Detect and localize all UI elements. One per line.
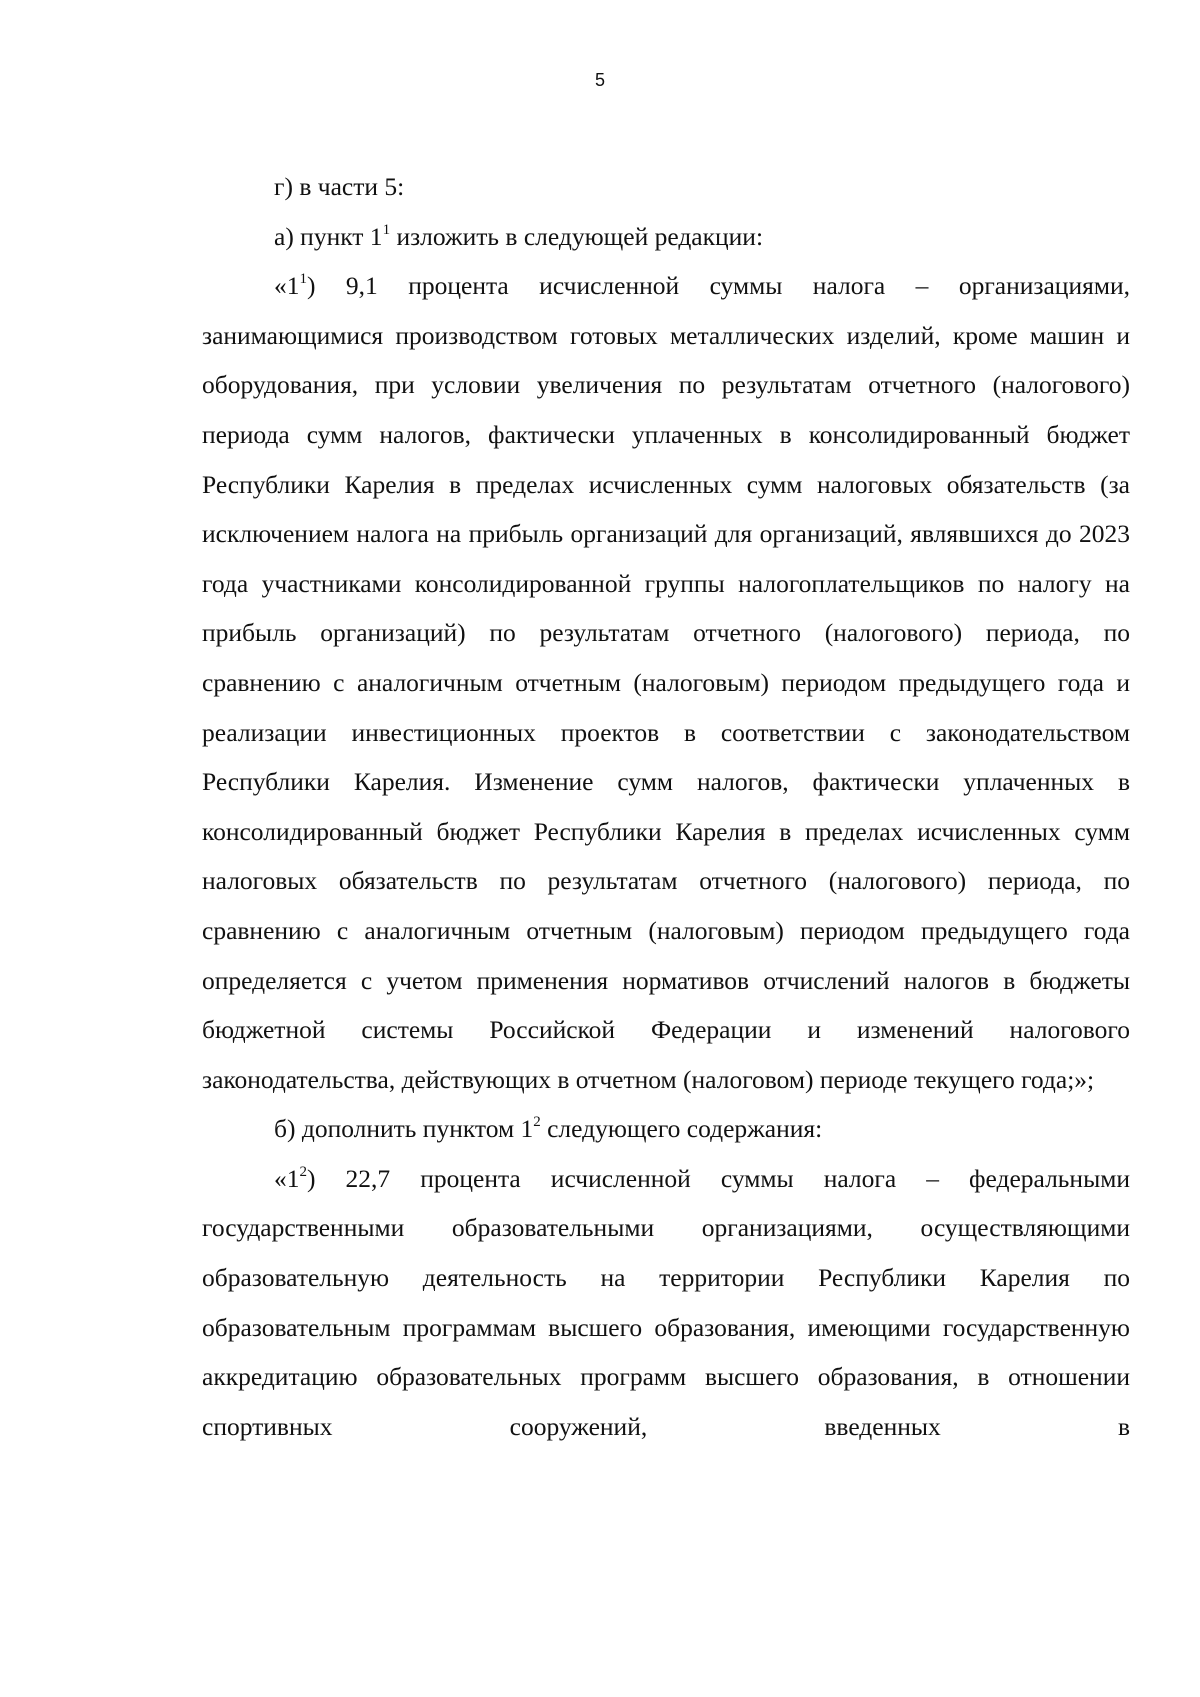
- paragraph-text: изложить в следующей редакции:: [390, 221, 764, 251]
- paragraph-part-5: [202, 162, 1130, 212]
- page-number: 5: [594, 70, 605, 90]
- superscript: 2: [533, 1114, 541, 1131]
- paragraph-text: б) дополнить пунктом 1: [274, 1114, 534, 1144]
- paragraph-clause-1-2: [202, 1154, 1130, 1452]
- paragraph-text: «1: [274, 271, 300, 301]
- paragraph-text: ) 9,1 процента исчисленной суммы налога – организациями, занимающимися производством готовых металлических изделий, кроме машин и оборудования, при условии увеличения по результатам отчетного (налогового) периода сумм налогов, фактически уплаченных в консолидированный бюджет Республики Карелия в пределах исчисленных сумм налоговых обязательств (за исключением налога на прибыль организаций для организаций, являвшихся до 2023 года участниками консолидированной группы налогоплательщиков по налогу на прибыль организаций) по результатам отчетного (налогового) периода, по сравнению с аналогичным отчетным (налоговым) периодом предыдущего года и реализации инвестиционных проектов в соответствии с законодательством Республики Карелия. Изменение сумм налогов, фактически уплаченных в консолидированный бюджет Республики Карелия в пределах исчисленных сумм налоговых обязательств по результатам отчетного (налогового) периода, по сравнению с аналогичным отчетным (налоговым) периодом предыдущего года определяется с учетом применения нормативов отчислений налогов в бюджеты бюджетной системы Российской Федерации и изменений налогового законодательства, действующих в отчетном (налоговом) периоде текущего года;»;: [202, 271, 1130, 1094]
- paragraph-text: «1: [274, 1163, 300, 1193]
- superscript: 1: [299, 271, 307, 288]
- paragraph-text: а) пункт 1: [274, 221, 383, 251]
- paragraph-text: следующего содержания:: [540, 1114, 823, 1144]
- paragraph-text: ) 22,7 процента исчисленной суммы налога – федеральными государственными образовательными организациями, осуществляющими образовательную деятельность на территории Республики Карелия по образовательным программам высшего образования, имеющими государственную аккредитацию образовательных программ высшего образования, в отношении спортивных сооружений, введенных в: [202, 1163, 1130, 1441]
- paragraph-item-b: [202, 1104, 1130, 1154]
- paragraph-item-a: [202, 212, 1130, 262]
- superscript: 2: [299, 1163, 307, 1180]
- superscript: 1: [382, 221, 391, 238]
- document-body: [202, 162, 1130, 1451]
- paragraph-text: г) в части 5:: [274, 172, 405, 201]
- paragraph-clause-1-1: [202, 261, 1130, 1104]
